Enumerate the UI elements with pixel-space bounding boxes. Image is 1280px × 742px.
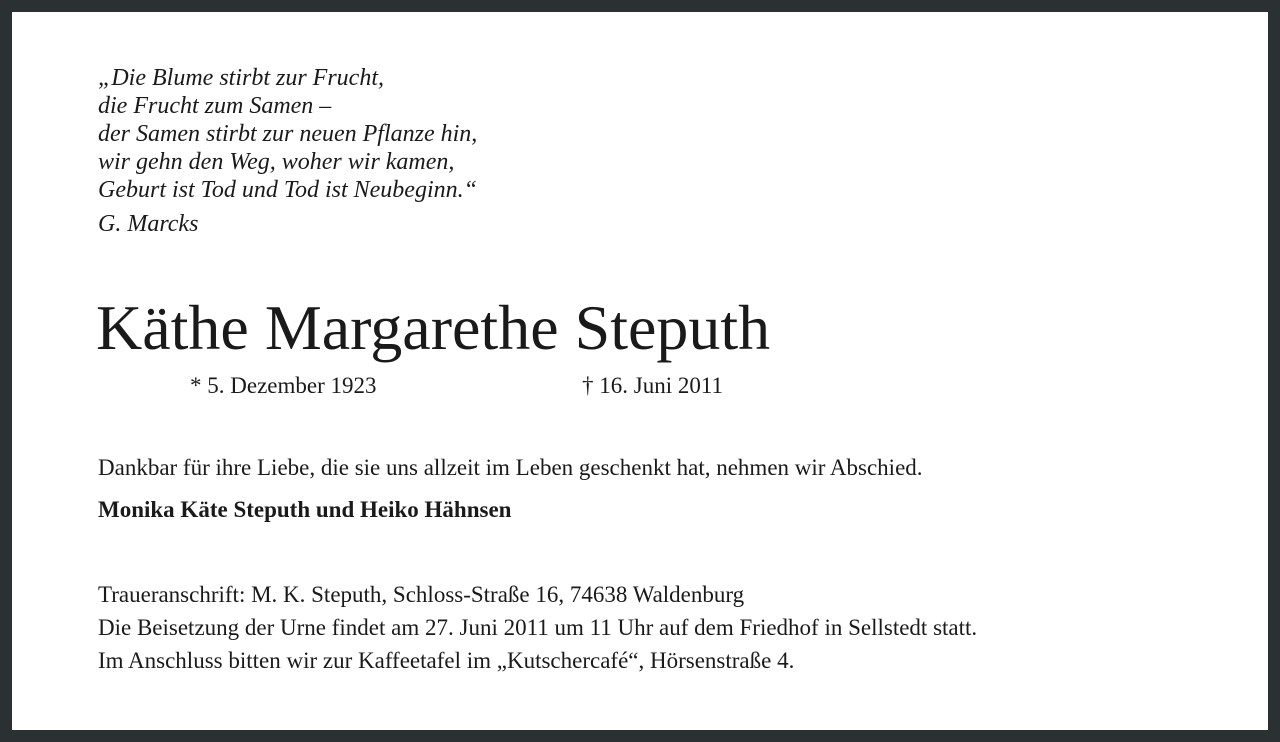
quote-line: wir gehn den Weg, woher wir kamen, <box>98 149 455 175</box>
poem-quote <box>98 64 477 204</box>
funeral-details <box>98 578 977 677</box>
death-date: † 16. Juni 2011 <box>582 373 723 398</box>
quote-author: G. Marcks <box>98 211 199 237</box>
quote-line: der Samen stirbt zur neuen Pflanze hin, <box>98 121 478 147</box>
family-names: Monika Käte Steputh und Heiko Hähnsen <box>98 497 512 522</box>
burial-info: Die Beisetzung der Urne findet am 27. Juni 2011 um 11 Uhr auf dem Friedhof in Sellstedt statt. <box>98 615 978 640</box>
mourning-address: Traueranschrift: M. K. Steputh, Schloss-Straße 16, 74638 Waldenburg <box>98 582 745 607</box>
quote-line: „Die Blume stirbt zur Frucht, <box>98 65 384 91</box>
deceased-name: Käthe Margarethe Steputh <box>96 292 771 363</box>
obituary-notice <box>12 12 1268 730</box>
quote-line: Geburt ist Tod und Tod ist Neubeginn.“ <box>98 177 477 203</box>
reception-info: Im Anschluss bitten wir zur Kaffeetafel im „Kutschercafé“, Hörsenstraße 4. <box>98 648 795 673</box>
quote-line: die Frucht zum Samen – <box>98 93 332 119</box>
thanks-text: Dankbar für ihre Liebe, die sie uns allzeit im Leben geschenkt hat, nehmen wir Abschied. <box>98 455 923 480</box>
birth-date: * 5. Dezember 1923 <box>190 373 377 398</box>
